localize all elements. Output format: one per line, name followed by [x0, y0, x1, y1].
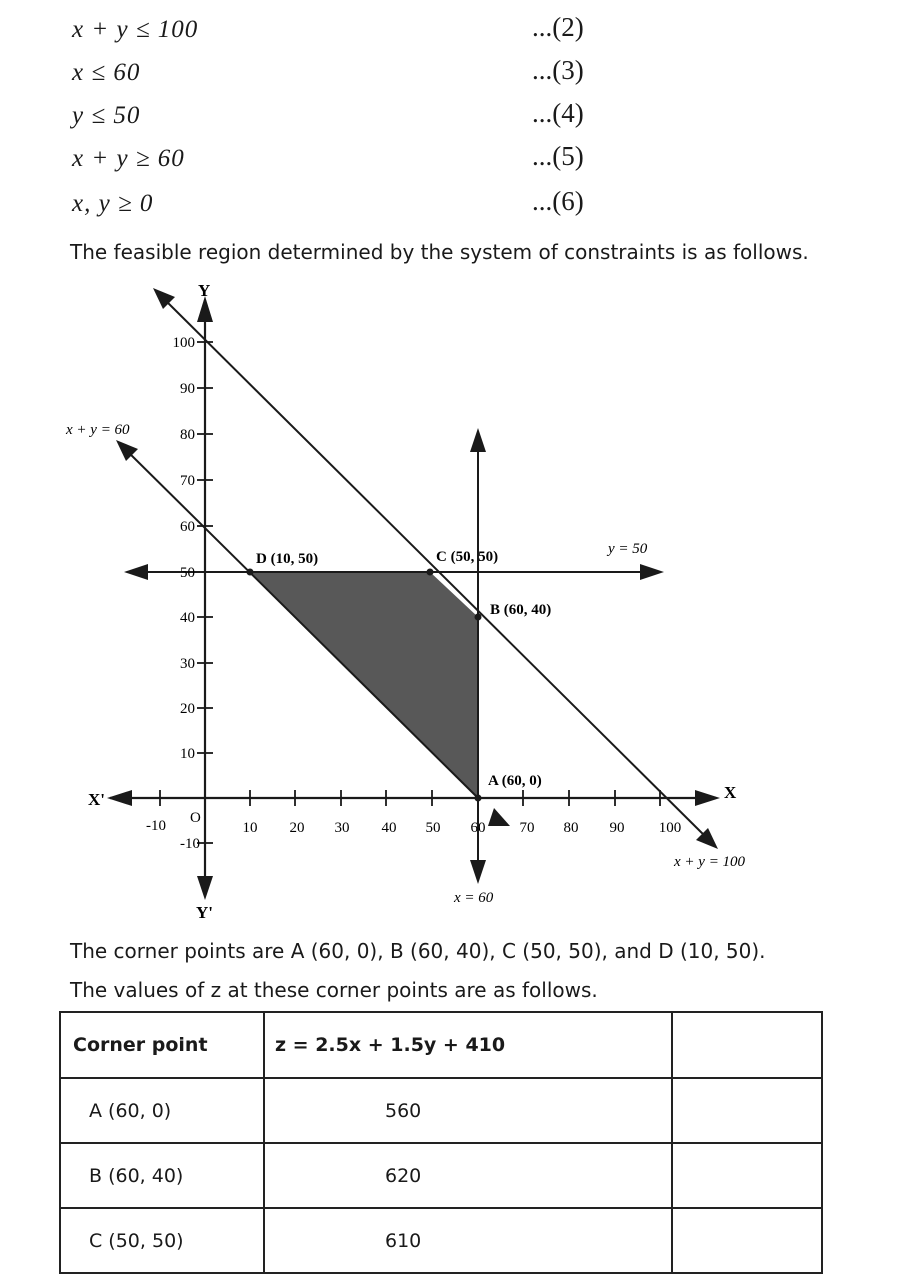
line-x-plus-y-100: [157, 292, 714, 845]
x-tick-label: 40: [381, 820, 397, 836]
equation-number: ...(6): [532, 186, 584, 216]
y-tick-label: 60: [180, 519, 195, 535]
corner-points-paragraph: The corner points are A (60, 0), B (60, 40), C (50, 50), and D (10, 50).: [70, 939, 766, 963]
inequality-expression: x + y ≤ 100: [72, 16, 199, 43]
point-c-label: C (50, 50): [436, 549, 499, 565]
x-tick-label: 10: [242, 820, 258, 836]
inequality-expression: x + y ≥ 60: [72, 145, 185, 172]
line-x-60-arrow-down: [470, 860, 486, 884]
inequality-expression: x, y ≥ 0: [72, 190, 154, 217]
point-c-marker: [427, 569, 434, 576]
inequality-expression: y ≤ 50: [72, 102, 141, 129]
label-x-plus-y-60: x + y = 60: [66, 422, 130, 438]
table-cell-value: 560: [264, 1078, 672, 1143]
y-tick-label: 30: [180, 656, 195, 672]
y-axis-down-arrow: [197, 876, 213, 900]
y-tick-label: 70: [180, 473, 195, 489]
x-tick-label: 90: [609, 820, 625, 836]
table-header-z: z = 2.5x + 1.5y + 410: [264, 1012, 672, 1078]
point-d-marker: [247, 569, 254, 576]
pointer-arrow: [488, 808, 510, 826]
table-cell-empty: [672, 1078, 822, 1143]
x-tick-label: 20: [289, 820, 305, 836]
equation-number: ...(5): [532, 141, 584, 171]
point-a-marker: [475, 795, 482, 802]
point-b-marker: [475, 614, 482, 621]
y-tick-label: 90: [180, 381, 195, 397]
x-axis-right-arrow: [695, 790, 720, 806]
equation-number: ...(4): [532, 98, 584, 128]
point-d-label: D (10, 50): [256, 551, 319, 567]
table-cell-empty: [672, 1208, 822, 1273]
values-paragraph: The values of z at these corner points are as follows.: [70, 978, 598, 1002]
inequality-row: [0, 184, 899, 224]
x-neg-axis-label: X': [88, 790, 105, 809]
x-tick-label: 30: [334, 820, 350, 836]
inequality-expression: x ≤ 60: [72, 59, 141, 86]
point-b-label: B (60, 40): [490, 602, 552, 618]
x-axis-label: X: [724, 783, 737, 802]
table-cell-value: 610: [264, 1208, 672, 1273]
y-tick-label: 40: [180, 610, 195, 626]
y-tick-label: 50: [180, 565, 195, 581]
table-row: [60, 1078, 822, 1143]
x-tick-label: 60: [470, 820, 486, 836]
y-tick-label: 10: [180, 746, 195, 762]
y-tick-labels: [173, 335, 201, 852]
table-cell-point: B (60, 40): [60, 1143, 264, 1208]
y-tick-label: -10: [180, 836, 200, 852]
line-x-60-arrow-up: [470, 428, 486, 452]
x-tick-label: 80: [563, 820, 579, 836]
table-header-corner-point: Corner point: [60, 1012, 264, 1078]
y-neg-axis-label: Y': [196, 903, 213, 922]
table-header-row: [60, 1012, 822, 1078]
origin-label: O: [190, 810, 201, 826]
intro-paragraph: The feasible region determined by the system of constraints is as follows.: [70, 240, 809, 264]
inequality-row: [0, 53, 899, 93]
inequality-row: [0, 96, 899, 136]
x-axis-left-arrow: [107, 790, 132, 806]
inequality-row: [0, 139, 899, 179]
y-tick-label: 100: [172, 335, 195, 351]
x-tick-label: 70: [519, 820, 535, 836]
z-values-table: [59, 1011, 823, 1274]
table-row: [60, 1208, 822, 1273]
label-y-50: y = 50: [608, 541, 648, 557]
table-cell-empty: [672, 1143, 822, 1208]
equation-number: ...(2): [532, 12, 584, 42]
x-tick-label: -10: [146, 818, 166, 834]
x-tick-label: 100: [658, 820, 682, 836]
y-tick-label: 80: [180, 427, 195, 443]
feasible-region-graph: [0, 270, 899, 930]
line-y-50-arrow-left: [124, 564, 148, 580]
y-tick-label: 20: [180, 701, 195, 717]
table-cell-point: C (50, 50): [60, 1208, 264, 1273]
point-a-label: A (60, 0): [488, 773, 542, 789]
equation-number: ...(3): [532, 55, 584, 85]
label-x-plus-y-100: x + y = 100: [674, 854, 746, 870]
line-y-50-arrow-right: [640, 564, 664, 580]
table-row: [60, 1143, 822, 1208]
x-tick-label: 50: [425, 820, 441, 836]
table-cell-point: A (60, 0): [60, 1078, 264, 1143]
y-axis-label: Y: [198, 281, 211, 300]
label-x-60: x = 60: [454, 890, 494, 906]
inequality-row: [0, 10, 899, 50]
x-tick-labels: [146, 818, 681, 836]
table-cell-value: 620: [264, 1143, 672, 1208]
table-header-empty: [672, 1012, 822, 1078]
